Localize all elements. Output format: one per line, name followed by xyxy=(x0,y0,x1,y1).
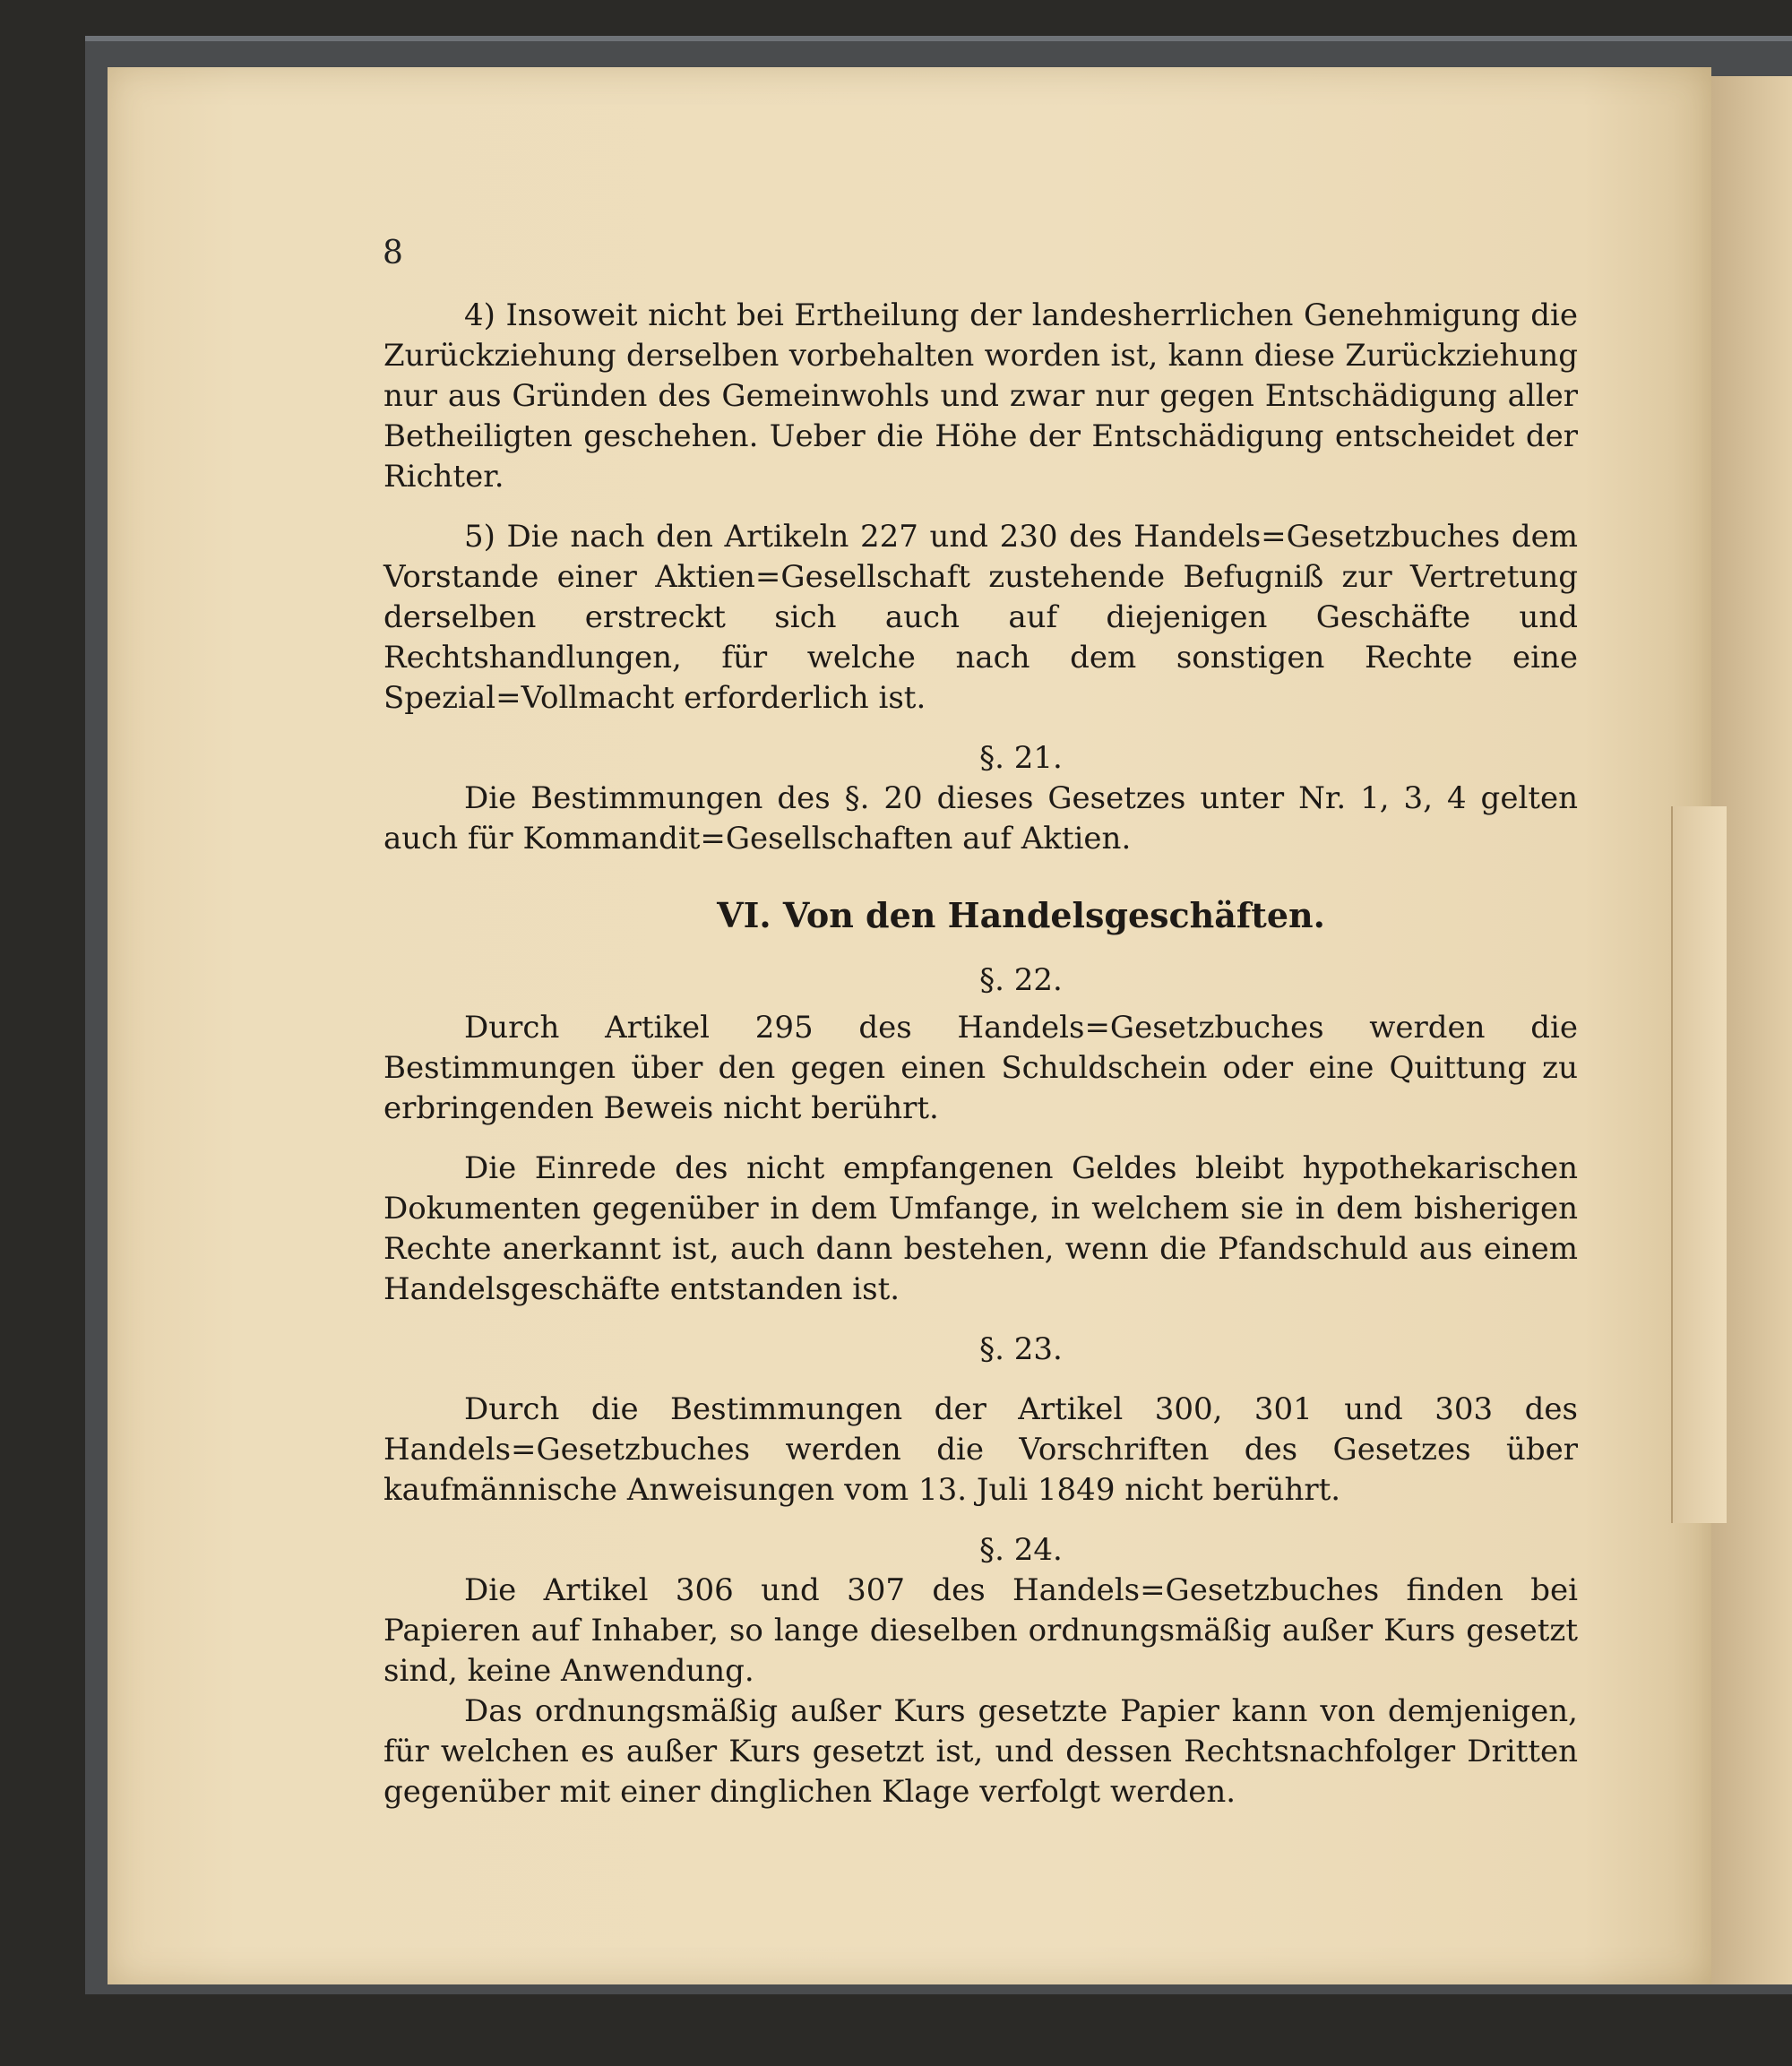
page-number: 8 xyxy=(383,235,403,271)
section-24-text-1: Die Artikel 306 und 307 des Handels=Gesetzbuches finden bei Papieren auf Inhaber, so lange dieselben ordnungsmäßig außer Kurs gesetzt sind, keine Anwendung. xyxy=(383,1572,1578,1689)
section-21-text: Die Bestimmungen des §. 20 dieses Gesetzes unter Nr. 1, 3, 4 gelten auch für Kommandit=Gesellschaften auf Aktien. xyxy=(383,780,1578,857)
section-22-text-1: Durch Artikel 295 des Handels=Gesetzbuches werden die Bestimmungen über den gegen einen Schuldschein oder eine Quittung zu erbringenden Beweis nicht berührt. xyxy=(383,1010,1578,1126)
paragraph-item-4: 4) Insoweit nicht bei Ertheilung der landesherrlichen Genehmigung die Zurückziehung derselben vorbehalten worden ist, kann diese Zurückziehung nur aus Gründen des Gemeinwohls und zwar nur gegen Entschädigung aller Betheiligten geschehen. Ueber die Höhe der Entschädigung entscheidet der Richter. xyxy=(383,297,1578,495)
page-fold xyxy=(1671,806,1727,1523)
paragraph-item-5: 5) Die nach den Artikeln 227 und 230 des Handels=Gesetzbuches dem Vorstande einer Aktien=Gesellschaft zustehende Befugniß zur Vertretung derselben erstreckt sich auch auf diejenigen Geschäfte und Rechtshandlungen, für welche nach dem sonstigen Rechte eine Spezial=Vollmacht erforderlich ist. xyxy=(383,519,1578,716)
section-21-title: §. 21. xyxy=(979,740,1063,776)
section-23-text: Durch die Bestimmungen der Artikel 300, 301 und 303 des Handels=Gesetzbuches werden die Vorschriften des Gesetzes über kaufmännische Anweisungen vom 13. Juli 1849 nicht berührt. xyxy=(383,1391,1578,1508)
section-22-title: §. 22. xyxy=(979,962,1063,998)
section-22-text-2: Die Einrede des nicht empfangenen Geldes bleibt hypothekarischen Dokumenten gegenüber in dem Umfange, in welchem sie in dem bisherigen Rechte anerkannt ist, auch dann bestehen, wenn die Pfandschuld aus einem Handelsgeschäfte entstanden ist. xyxy=(383,1150,1578,1307)
chapter-heading: VI. Von den Handelsgeschäften. xyxy=(717,895,1325,935)
section-24-text-2: Das ordnungsmäßig außer Kurs gesetzte Papier kann von demjenigen, für welchen es außer Kurs gesetzt ist, und dessen Rechtsnachfolger Dritten gegenüber mit einer dinglichen Klage verfolgt werden. xyxy=(383,1693,1578,1810)
section-24-title: §. 24. xyxy=(979,1532,1063,1568)
section-23-title: §. 23. xyxy=(979,1331,1063,1367)
page-text xyxy=(383,296,1578,1812)
